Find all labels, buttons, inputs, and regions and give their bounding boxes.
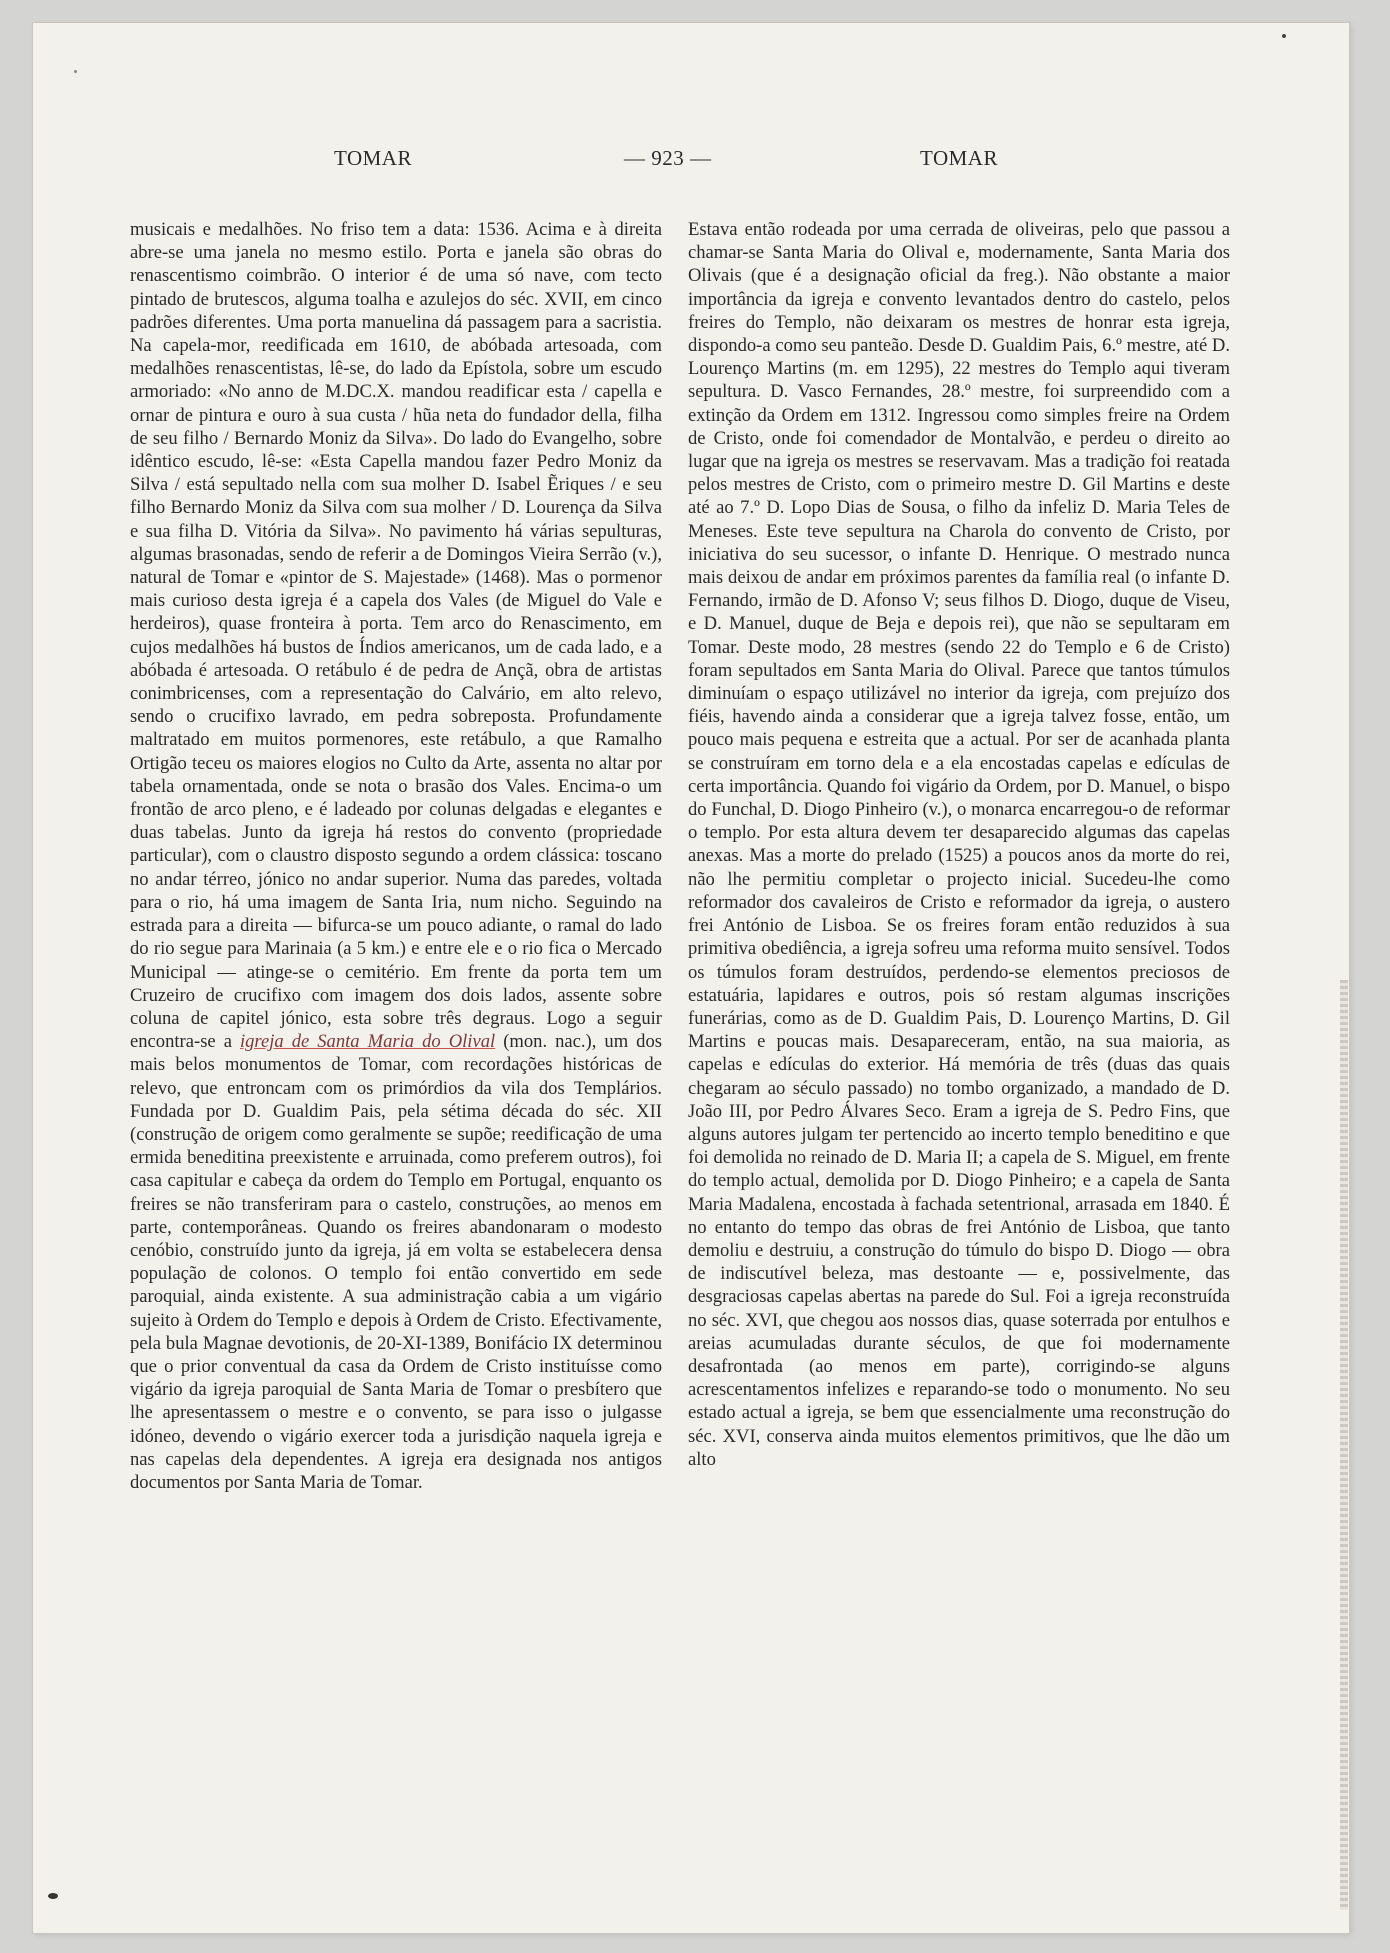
scan-speck [1282,34,1286,38]
running-header [0,146,1390,176]
left-column [130,218,662,1494]
page-number: — 923 — [624,146,712,170]
text-part-1: musicais e medalhões. No friso tem a data: 1536. Acima e à direita abre-se uma janela no mesmo estilo. Porta e janela são obras do renascentismo coimbrão. O interior é de uma só nave, com tecto pintado de brutescos, alguma toalha e azulejos do séc. XVII, em cinco padrões diferentes. Uma porta manuelina dá passagem para a sacristia. Na capela-mor, reedificada em 1610, de abóbada artesoada, com medalhões renascentistas, lê-se, do lado da Epístola, sobre um escudo armoriado: «No anno de M.DC.X. mandou readificar esta / capella e ornar de pintura e ouro à sua custa / hũa neta do fundador della, filha de seu filho / Bernardo Moniz da Silva». Do lado do Evangelho, sobre idêntico escudo, lê-se: «Esta Capella mandou fazer Pedro Moniz da Silva / está sepultado nella com sua molher D. Isabel Ẽriques / e seu filho Bernardo Moniz da Silva com sua molher / D. Lourença da Silva e sua filha D. Vitória da Silva». No pavimento há várias sepulturas, algumas brasonadas, sendo de referir a de Domingos Vieira Serrão (v.), natural de Tomar e «pintor de S. Majestade» (1468). Mas o pormenor mais curioso desta igreja é a capela dos Vales (de Miguel do Vale e herdeiros), quase fronteira à porta. Tem arco do Renascimento, em cujos medalhões há bustos de Índios americanos, um de cada lado, e a abóbada é artesoada. O retábulo é de pedra de Ançã, obra de artistas conimbricenses, com a representação do Calvário, em alto relevo, sendo o crucifixo lavrado, em pedra sobreposta. Profundamente maltratado em muitos pormenores, este retábulo, a que Ramalho Ortigão teceu os maiores elogios no Culto da Arte, assenta no altar por tabela ornamentada, onde se nota o brasão dos Vales. Encima-o um frontão de arco pleno, e é ladeado por colunas delgadas e elegantes e duas tabelas. Junto da igreja há restos do convento (propriedade particular), com o claustro disposto segundo a ordem clássica: toscano no andar térreo, jónico no andar superior. Numa das paredes, voltada para o rio, há uma imagem de Santa Iria, num nicho. Seguindo na estrada para a direita — bifurca-se um pouco adiante, o ramal do lado do rio segue para Marinaia (a 5 km.) e entre ele e o rio fica o Mercado Municipal — atinge-se o cemitério. Em frente da porta tem um Cruzeiro de crucifixo com imagem dos dois lados, assente sobre coluna de capitel jónico, esta sobre três degraus. Logo a seguir encontra-se a [130,219,662,1053]
scan-speck [48,1893,58,1899]
header-title-left: TOMAR [334,146,412,170]
header-title-right: TOMAR [920,146,998,170]
scan-speck [74,70,77,73]
page-edge-shadow [1340,980,1348,1910]
right-column [688,218,1230,1471]
left-column-text [130,218,662,1494]
underlined-church-name: igreja de Santa Maria do Olival [239,1031,496,1053]
right-column-text: Estava então rodeada por uma cerrada de oliveiras, pelo que passou a chamar-se Santa Maria do Olival e, modernamente, Santa Maria dos Olivais (que é a designação oficial da freg.). Não obstante a maior importância da igreja e convento levantados dentro do castelo, pelos freires do Templo, não deixaram os mestres de honrar esta igreja, dispondo-a como seu panteão. Desde D. Gualdim Pais, 6.º mestre, até D. Lourenço Martins (m. em 1295), 22 mestres do Templo aqui tiveram sepultura. D. Vasco Fernandes, 28.º mestre, foi surpreendido com a extinção da Ordem em 1312. Ingressou como simples freire na Ordem de Cristo, onde foi comendador de Montalvão, e perdeu o direito ao lugar que na igreja os mestres se reservavam. Mas a tradição foi reatada pelos mestres de Cristo, com o primeiro mestre D. Gil Martins e deste até ao 7.º D. Lopo Dias de Sousa, o filho da infeliz D. Maria Teles de Meneses. Este teve sepultura na Charola do convento de Cristo, por iniciativa do seu sucessor, o infante D. Henrique. O mestrado nunca mais deixou de andar em próximos parentes da família real (o infante D. Fernando, irmão de D. Afonso V; seus filhos D. Diogo, duque de Viseu, e D. Manuel, duque de Beja e depois rei), que não se sepultaram em Tomar. Deste modo, 28 mestres (sendo 22 do Templo e 6 de Cristo) foram sepultados em Santa Maria do Olival. Parece que tantos túmulos diminuíam o espaço utilizável no interior da igreja, com prejuízo dos fiéis, havendo ainda a considerar que a igreja talvez fosse, então, um pouco mais pequena e estreita que a actual. Por ser de acanhada planta se construíram em torno dela e a ela encostadas capelas e edículas de certa importância. Quando foi vigário da Ordem, por D. Manuel, o bispo do Funchal, D. Diogo Pinheiro (v.), o monarca encarregou-o de reformar o templo. Por esta altura devem ter desaparecido algumas das capelas anexas. Mas a morte do prelado (1525) a poucos anos da morte do rei, não lhe permitiu completar o projecto inicial. Sucedeu-lhe como reformador dos cavaleiros de Cristo e reformador da igreja, o austero frei António de Lisboa. Se os freires foram então reduzidos à sua primitiva obediência, a igreja sofreu uma reforma muito sensível. Todos os túmulos foram destruídos, perdendo-se elementos preciosos de estatuária, lapidares e outros, pois só restam algumas inscrições funerárias, como as de D. Gualdim Pais, D. Lourenço Martins, D. Gil Martins e poucas mais. Desapareceram, então, na sua maioria, as capelas e edículas do exterior. Há memória de três (duas das quais chegaram ao século passado) no tombo organizado, a mandado de D. João III, por Pedro Álvares Seco. Eram a igreja de S. Pedro Fins, que alguns autores julgam ter pertencido ao incerto templo beneditino e que foi demolida no reinado de D. Maria II; a capela de S. Miguel, em frente do templo actual, demolida por D. Diogo Pinheiro; e a capela de Santa Maria Madalena, encostada à fachada setentrional, arrasada em 1840. É no entanto do tempo das obras de frei António de Lisboa, que tanto demoliu e destruiu, a construção do túmulo do bispo D. Diogo — obra de indiscutível beleza, mas destoante — e, possivelmente, das desgraciosas capelas abertas na parede do Sul. Foi a igreja reconstruída no séc. XVI, que chegou aos nossos dias, quase soterrada por entulhos e areias acumuladas durante séculos, de que foi modernamente desafrontada (ao menos em parte), corrigindo-se alguns acrescentamentos infelizes e reparando-se todo o monumento. No seu estado actual a igreja, se bem que essencialmente uma reconstrução do séc. XVI, conserva ainda muitos elementos primitivos, que lhe dão um alto [688,219,1230,1470]
text-part-2: (mon. nac.), um dos mais belos monumentos de Tomar, com recordações históricas de relevo, que entroncam com os primórdios da vila dos Templários. Fundada por D. Gualdim Pais, pela sétima década do séc. XII (construção de origem como geralmente se supõe; reedificação de uma ermida beneditina preexistente e arruinada, como preferem outros), foi casa capitular e cabeça da ordem do Templo em Portugal, enquanto os freires se não transferiram para o castelo, construções, ao menos em parte, contemporâneas. Quando os freires abandonaram o modesto cenóbio, construído junto da igreja, já em volta se estabelecera densa população de colonos. O templo foi então convertido em sede paroquial, ainda existente. A sua administração cabia a um vigário sujeito à Ordem do Templo e depois à Ordem de Cristo. Efectivamente, pela bula Magnae devotionis, de 20-XI-1389, Bonifácio IX determinou que o prior conventual da casa da Ordem de Cristo instituísse como vigário da igreja paroquial de Santa Maria de Tomar o presbítero que lhe apresentassem o mestre e o convento, se para isso o julgasse idóneo, devendo o vigário exercer toda a jurisdição naquela igreja e nas capelas dela dependentes. A igreja era designada nos antigos documentos por Santa Maria de Tomar. [130,1031,662,1493]
